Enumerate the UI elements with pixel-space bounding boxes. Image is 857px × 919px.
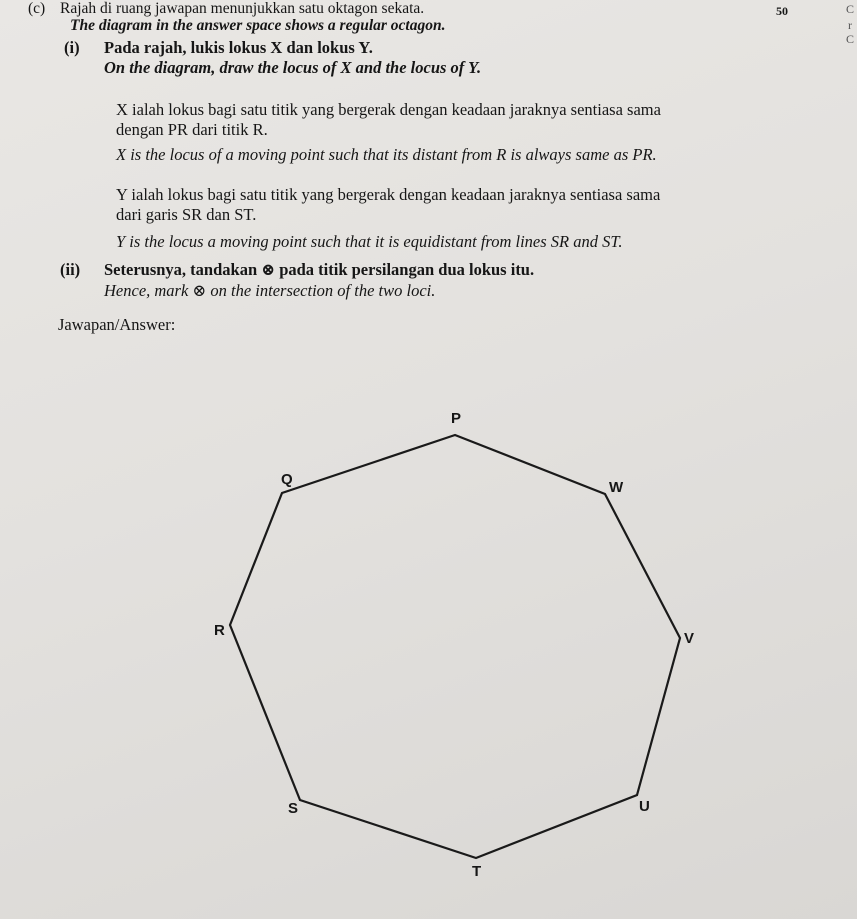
sub-ii-english: Hence, mark ⊗ on the intersection of the two loci.	[104, 281, 436, 300]
vertex-label-q: Q	[281, 471, 293, 488]
vertex-label-u: U	[639, 798, 650, 815]
locus-y-malay-line2: dari garis SR dan ST.	[116, 205, 257, 224]
locus-y-malay-line1: Y ialah lokus bagi satu titik yang bergerak dengan keadaan jaraknya sentiasa sama	[116, 185, 661, 204]
question-part-label: (c)	[28, 0, 46, 17]
edge-mark-2: r	[848, 18, 852, 32]
vertex-label-t: T	[472, 863, 482, 880]
intro-english: The diagram in the answer space shows a regular octagon.	[70, 17, 446, 34]
locus-x-malay-line1: X ialah lokus bagi satu titik yang bergerak dengan keadaan jaraknya sentiasa sama	[116, 100, 661, 119]
regular-octagon	[230, 435, 680, 858]
locus-y-english: Y is the locus a moving point such that it is equidistant from lines SR and ST.	[116, 232, 623, 251]
vertex-label-r: R	[214, 622, 225, 639]
sub-ii-malay: Seterusnya, tandakan ⊗ pada titik persilangan dua lokus itu.	[104, 260, 535, 279]
locus-x-malay-line2: dengan PR dari titik R.	[116, 120, 268, 139]
edge-mark-3: C	[846, 32, 855, 46]
intro-malay: Rajah di ruang jawapan menunjukkan satu oktagon sekata.	[60, 0, 425, 17]
locus-x-english: X is the locus of a moving point such that its distant from R is always same as PR.	[116, 145, 657, 164]
page-number: 50	[776, 4, 788, 18]
answer-label: Jawapan/Answer:	[58, 315, 176, 334]
vertex-label-p: P	[451, 410, 462, 427]
edge-mark-1: C	[846, 2, 855, 16]
sub-i-english: On the diagram, draw the locus of X and the locus of Y.	[104, 58, 482, 77]
sub-ii-label: (ii)	[60, 260, 81, 279]
sub-i-malay: Pada rajah, lukis lokus X dan lokus Y.	[104, 38, 373, 57]
sub-i-label: (i)	[64, 38, 80, 57]
vertex-label-v: V	[684, 630, 695, 647]
vertex-label-s: S	[288, 800, 299, 817]
vertex-label-w: W	[609, 479, 624, 496]
